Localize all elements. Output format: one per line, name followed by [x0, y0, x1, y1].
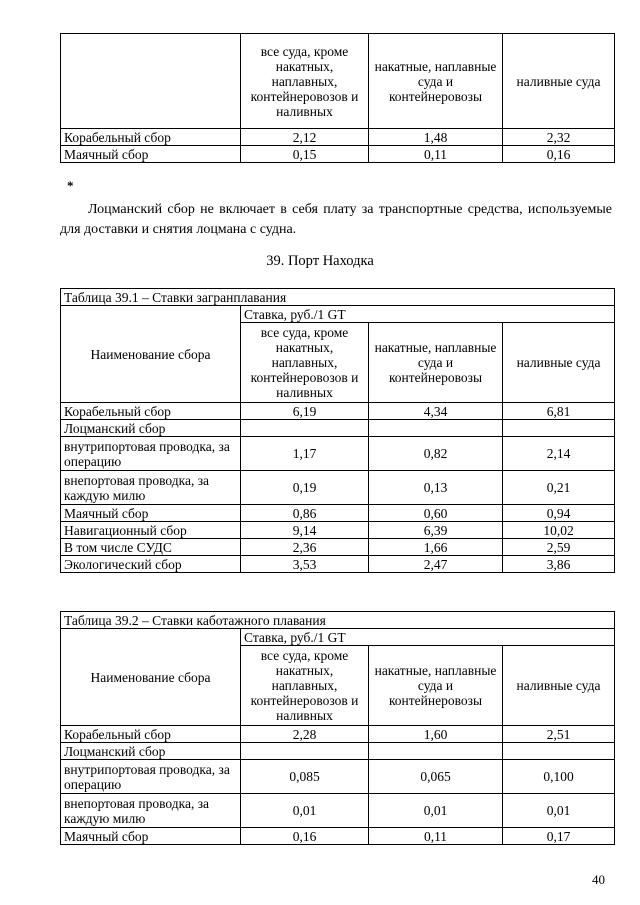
fee-value: 2,14: [503, 437, 615, 471]
column-header-fee-name: Наименование сбора: [61, 306, 241, 403]
fee-value: 2,59: [503, 539, 615, 556]
table-header-row: [61, 34, 615, 129]
fee-name: Корабельный сбор: [61, 726, 241, 743]
fee-value: 0,01: [241, 794, 369, 828]
fee-value: 1,66: [369, 539, 503, 556]
fee-value: 1,48: [369, 129, 503, 146]
column-header-all-vessels: все суда, кроме накатных, наплавных, контейнеровозов и наливных: [241, 323, 369, 403]
table-row: [61, 505, 615, 522]
fee-value: [369, 743, 503, 760]
fee-value: [241, 743, 369, 760]
fee-name: Маячный сбор: [61, 146, 241, 163]
table-row: [61, 471, 615, 505]
fee-name: внепортовая проводка, за каждую милю: [61, 471, 241, 505]
header-empty-cell: [61, 34, 241, 129]
fee-value: 0,21: [503, 471, 615, 505]
column-header-tankers: наливные суда: [503, 323, 615, 403]
footnote-text: [60, 200, 612, 240]
fee-name: Маячный сбор: [61, 828, 241, 845]
column-header-tankers: наливные суда: [503, 34, 615, 129]
table-row: [61, 146, 615, 163]
fee-value: 0,16: [241, 828, 369, 845]
fee-value: 0,82: [369, 437, 503, 471]
footnote-body: Лоцманский сбор не включает в себя плату за транспортные средства, используемые для доставки и снятия лоцмана с судна.: [60, 202, 612, 237]
rates-table-continued: [60, 33, 615, 163]
fee-value: 0,13: [369, 471, 503, 505]
column-header-roro-container: накатные, наплавные суда и контейнеровозы: [369, 323, 503, 403]
table-caption: Таблица 39.2 – Ставки каботажного плавания: [61, 612, 615, 629]
fee-value: 0,065: [369, 760, 503, 794]
fee-name: Лоцманский сбор: [61, 420, 241, 437]
fee-name: В том числе СУДС: [61, 539, 241, 556]
column-header-all-vessels: все суда, кроме накатных, наплавных, контейнеровозов и наливных: [241, 646, 369, 726]
fee-value: 0,100: [503, 760, 615, 794]
fee-name: внепортовая проводка, за каждую милю: [61, 794, 241, 828]
fee-value: [503, 420, 615, 437]
fee-value: 0,01: [369, 794, 503, 828]
fee-name: Маячный сбор: [61, 505, 241, 522]
column-header-tankers: наливные суда: [503, 646, 615, 726]
fee-name: Лоцманский сбор: [61, 743, 241, 760]
table-row: [61, 828, 615, 845]
column-header-roro-container: накатные, наплавные суда и контейнеровозы: [369, 646, 503, 726]
fee-value: 0,11: [369, 146, 503, 163]
table-row: [61, 760, 615, 794]
fee-name: Корабельный сбор: [61, 129, 241, 146]
fee-value: 2,36: [241, 539, 369, 556]
fee-value: 2,12: [241, 129, 369, 146]
fee-value: 0,19: [241, 471, 369, 505]
table-39-2: [60, 611, 615, 845]
fee-value: 0,60: [369, 505, 503, 522]
fee-name: Корабельный сбор: [61, 403, 241, 420]
fee-value: 0,16: [503, 146, 615, 163]
rate-header: Ставка, руб./1 GT: [241, 629, 615, 646]
column-header-roro-container: накатные, наплавные суда и контейнеровозы: [369, 34, 503, 129]
section-heading: 39. Порт Находка: [266, 253, 374, 269]
fee-value: 1,17: [241, 437, 369, 471]
table-row: [61, 129, 615, 146]
fee-value: 0,17: [503, 828, 615, 845]
fee-name: Навигационный сбор: [61, 522, 241, 539]
fee-value: [369, 420, 503, 437]
fee-value: 2,51: [503, 726, 615, 743]
fee-name: внутрипортовая проводка, за операцию: [61, 437, 241, 471]
fee-value: 3,86: [503, 556, 615, 573]
table-caption: Таблица 39.1 – Ставки загранплавания: [61, 289, 615, 306]
fee-value: 0,085: [241, 760, 369, 794]
footnote-mark: *: [67, 178, 74, 193]
table-row: [61, 794, 615, 828]
table-row: [61, 522, 615, 539]
fee-value: 4,34: [369, 403, 503, 420]
fee-value: 2,47: [369, 556, 503, 573]
table-row: [61, 743, 615, 760]
fee-value: 0,11: [369, 828, 503, 845]
fee-value: 2,32: [503, 129, 615, 146]
fee-value: 6,39: [369, 522, 503, 539]
column-header-fee-name: Наименование сбора: [61, 629, 241, 726]
fee-value: 6,81: [503, 403, 615, 420]
fee-name: внутрипортовая проводка, за операцию: [61, 760, 241, 794]
fee-value: 0,94: [503, 505, 615, 522]
fee-value: [503, 743, 615, 760]
table-39-1: [60, 288, 615, 573]
fee-value: 2,28: [241, 726, 369, 743]
fee-value: 1,60: [369, 726, 503, 743]
fee-value: 6,19: [241, 403, 369, 420]
table-row: [61, 420, 615, 437]
fee-value: 10,02: [503, 522, 615, 539]
fee-value: 0,15: [241, 146, 369, 163]
rate-header: Ставка, руб./1 GT: [241, 306, 615, 323]
table-row: [61, 539, 615, 556]
fee-value: 0,86: [241, 505, 369, 522]
page-number: 40: [592, 872, 605, 887]
fee-value: 9,14: [241, 522, 369, 539]
fee-value: [241, 420, 369, 437]
table-row: [61, 556, 615, 573]
table-row: [61, 726, 615, 743]
fee-value: 3,53: [241, 556, 369, 573]
fee-value: 0,01: [503, 794, 615, 828]
fee-name: Экологический сбор: [61, 556, 241, 573]
table-row: [61, 437, 615, 471]
table-row: [61, 403, 615, 420]
column-header-all-vessels: все суда, кроме накатных, наплавных, контейнеровозов и наливных: [241, 34, 369, 129]
